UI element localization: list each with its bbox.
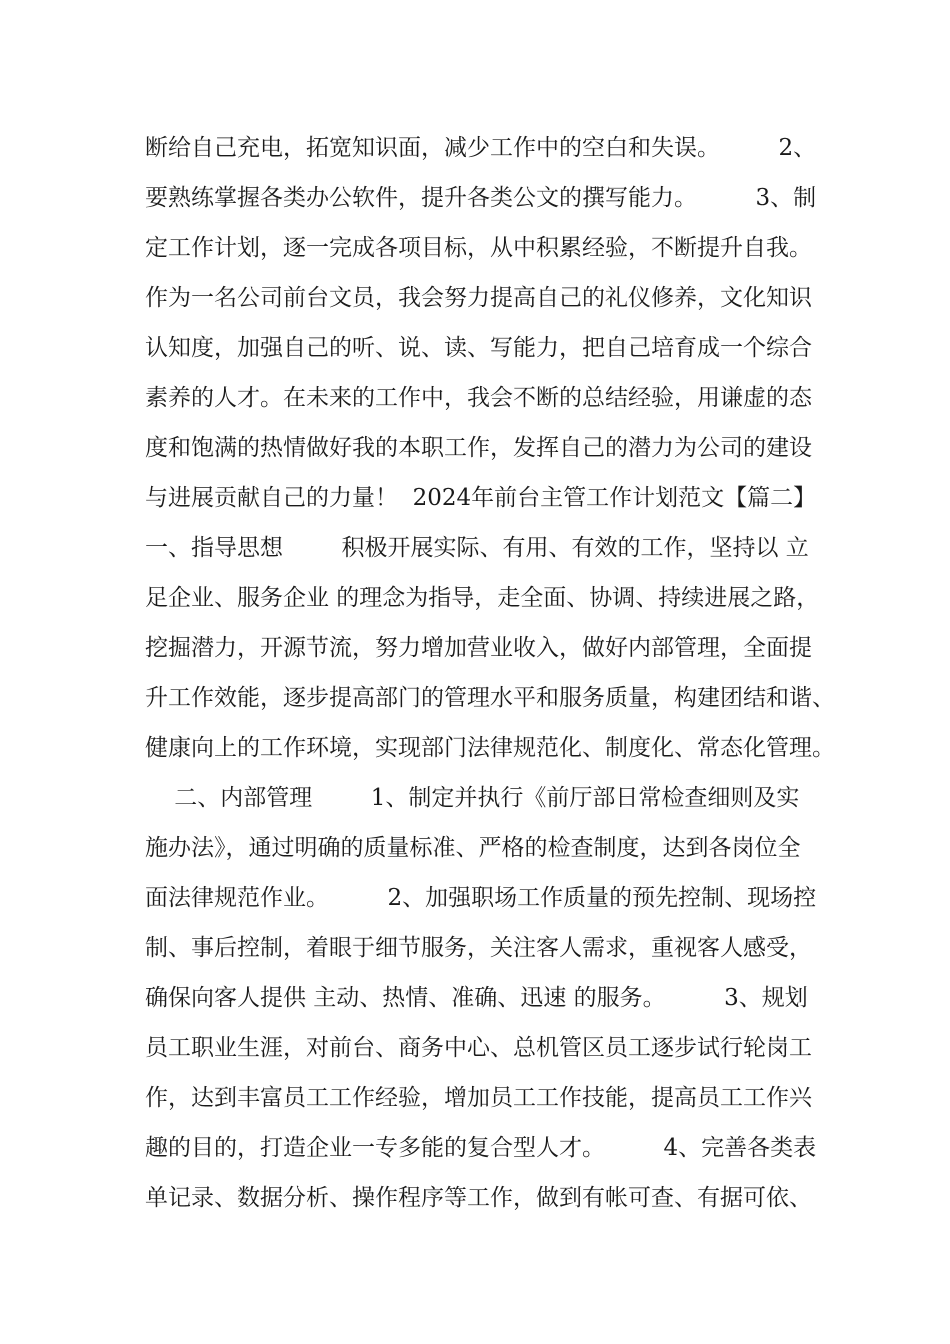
text-line: 素养的人才。在未来的工作中，我会不断的总结经验，用谦虚的态 — [145, 385, 812, 411]
text-line: 断给自己充电，拓宽知识面，减少工作中的空白和失误。 2、 — [145, 135, 817, 161]
text-line: 趣的目的，打造企业一专多能的复合型人才。 4、完善各类表 — [145, 1135, 817, 1161]
text-line: 制、事后控制，着眼于细节服务，关注客人需求，重视客人感受， — [145, 935, 812, 961]
text-line: 作为一名公司前台文员，我会努力提高自己的礼仪修养，文化知识 — [145, 285, 812, 311]
text-line: 一、指导思想 积极开展实际、有用、有效的工作，坚持以 立 — [145, 535, 809, 561]
text-line: 二、内部管理 1、制定并执行《前厅部日常检查细则及实 — [145, 785, 800, 811]
text-line: 足企业、服务企业 的理念为指导，走全面、协调、持续进展之路， — [145, 585, 820, 611]
text-line: 度和饱满的热情做好我的本职工作，发挥自己的潜力为公司的建设 — [145, 435, 812, 461]
text-line: 员工职业生涯，对前台、商务中心、总机管区员工逐步试行轮岗工 — [145, 1035, 812, 1061]
text-line: 升工作效能，逐步提高部门的管理水平和服务质量，构建团结和谐、 — [145, 685, 835, 711]
text-line: 定工作计划，逐一完成各项目标，从中积累经验，不断提升自我。 — [145, 235, 812, 261]
text-line: 确保向客人提供 主动、热情、准确、迅速 的服务。 3、规划 — [145, 985, 808, 1011]
text-line: 与进展贡献自己的力量！ 2024年前台主管工作计划范文【篇二】 — [145, 485, 817, 511]
text-line: 施办法》，通过明确的质量标准、严格的检查制度，达到各岗位全 — [145, 835, 801, 861]
text-line: 作，达到丰富员工工作经验，增加员工工作技能，提高员工工作兴 — [145, 1085, 812, 1111]
text-line: 认知度，加强自己的听、说、读、写能力，把自己培育成一个综合 — [145, 335, 812, 361]
text-line: 要熟练掌握各类办公软件，提升各类公文的撰写能力。 3、制 — [145, 185, 817, 211]
text-line: 挖掘潜力，开源节流，努力增加营业收入，做好内部管理，全面提 — [145, 635, 812, 661]
text-line: 单记录、数据分析、操作程序等工作，做到有帐可查、有据可依、 — [145, 1185, 812, 1211]
text-line: 面法律规范作业。 2、加强职场工作质量的预先控制、现场控 — [145, 885, 817, 911]
text-line: 健康向上的工作环境，实现部门法律规范化、制度化、常态化管理。 — [145, 735, 835, 761]
